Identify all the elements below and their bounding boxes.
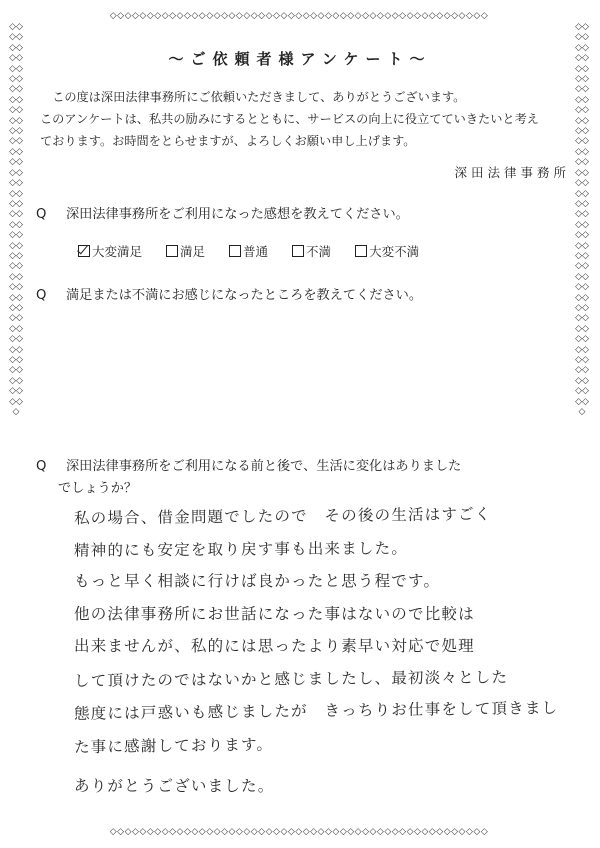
question-1 [36,204,409,226]
option-label: 満足 [180,244,206,259]
border-bottom-diamonds: ◇◇◇◇◇◇◇◇◇◇◇◇◇◇◇◇◇◇◇◇◇◇◇◇◇◇◇◇◇◇◇◇◇◇◇◇◇◇◇◇◇◇◇◇◇◇◇◇◇◇◇ [109,827,489,837]
answer-line: して頂けたのではないかと感じましたし、最初淡々とした [73,667,509,690]
question-3 [36,456,556,500]
checkbox[interactable] [355,245,367,257]
option-satisfied[interactable] [166,242,205,260]
checkbox[interactable] [292,245,304,257]
option-label: 大変満足 [92,244,143,259]
question-mark: Q [36,459,47,474]
page-title: 〜ご依頼者様アンケート〜 [168,50,432,68]
question-text-continued: でしょうか？ [58,481,138,496]
intro-line-1: この度は深田法律事務所にご依頼いただきまして、ありがとうございます。 [52,90,466,104]
checkbox-checked[interactable] [78,245,90,257]
intro-line-2: このアンケートは、私共の励みにするとともに、サービスの向上に役立てていきたいと考えております。お時間をとらせますが、よろしくお願い申し上げます。 [40,112,539,148]
option-dissatisfied[interactable] [292,242,331,260]
question-2 [36,285,422,307]
checkbox[interactable] [229,245,241,257]
answer-line: 出来ませんが、私的には思ったより素早い対応で処理 [74,637,475,655]
intro-text [40,86,550,152]
checkbox[interactable] [166,245,178,257]
answer-line: 精神的にも安定を取り戻す事も出来ました。 [73,538,409,560]
answer-line: 他の法律事務所にお世話になった事はないので比較は [74,604,475,623]
border-right-diamonds: ◇◇◇◇◇◇◇◇◇◇◇◇◇◇◇◇◇◇◇◇◇◇◇◇◇◇◇◇◇◇◇◇◇◇◇◇◇◇◇◇◇◇◇◇◇◇◇◇◇◇◇◇◇◇◇◇◇◇◇◇◇◇◇◇◇◇◇◇◇◇◇◇◇◇◇ [575,22,589,418]
question-mark: Q [36,288,47,303]
answer-line: もっと早く相談に行けば良かったと思う程です。 [74,572,441,590]
option-label: 普通 [243,244,269,259]
question-text: 深田法律事務所をご利用になった感想を教えてください。 [66,207,409,222]
option-very-satisfied[interactable] [78,242,142,260]
answer-line: 態度には戸惑いも感じましたが きっちりお仕事をして頂きまし [73,699,559,723]
border-left-diamonds: ◇◇◇◇◇◇◇◇◇◇◇◇◇◇◇◇◇◇◇◇◇◇◇◇◇◇◇◇◇◇◇◇◇◇◇◇◇◇◇◇◇◇◇◇◇◇◇◇◇◇◇◇◇◇◇◇◇◇◇◇◇◇◇◇◇◇◇◇◇◇◇◇◇◇◇ [9,22,23,418]
option-very-dissatisfied[interactable] [355,242,419,260]
option-neutral[interactable] [229,242,268,260]
question-text: 満足または不満にお感じになったところを教えてください。 [66,288,423,303]
answer-line: た事に感謝しております。 [73,735,274,756]
satisfaction-options [78,242,419,260]
firm-name: 深田法律事務所 [454,165,570,180]
option-label: 大変不満 [369,244,420,259]
question-mark: Q [36,207,47,222]
answer-line: 私の場合、借金問題でしたので その後の生活はすごく [73,505,492,528]
option-label: 不満 [306,244,332,259]
answer-line-closing: ありがとうございました。 [74,777,275,795]
question-text: 深田法律事務所をご利用になる前と後で、生活に変化はありました [66,459,462,474]
handwritten-answer [73,500,559,803]
border-top-diamonds: ◇◇◇◇◇◇◇◇◇◇◇◇◇◇◇◇◇◇◇◇◇◇◇◇◇◇◇◇◇◇◇◇◇◇◇◇◇◇◇◇◇◇◇◇◇◇◇◇◇◇◇ [109,11,489,21]
